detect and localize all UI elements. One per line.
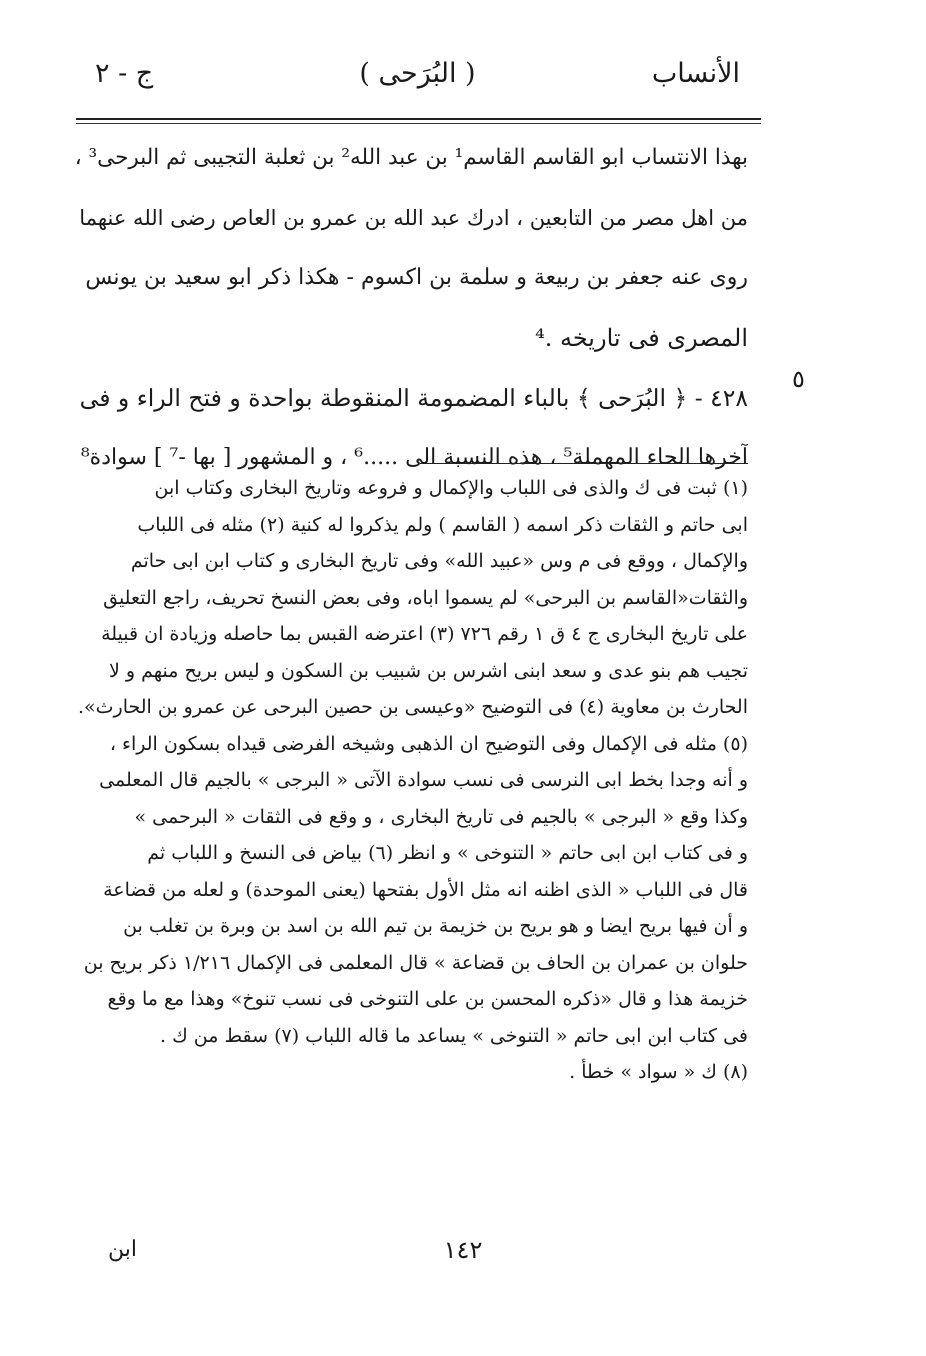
text-line: بهذا الانتساب ابو القاسم القاسم¹ بن عبد الله² بن ثعلبة التجيبى ثم البرحى³ ،	[74, 145, 748, 170]
footnote-separator	[420, 463, 748, 464]
footnote-line: ابى حاتم و الثقات ذكر اسمه ( القاسم ) ولم يذكروا له كنية (٢) مثله فى اللباب	[137, 513, 748, 536]
footnote-line: (٨) ك « سواد » خطأ .	[569, 1061, 748, 1083]
footnotes	[74, 470, 748, 1091]
entry-heading-line: ٤٢٨ - ﴿ البُرَحى ﴾ بالباء المضمومة المنقوطة بواحدة و فتح الراء و فى	[79, 384, 748, 412]
footnote-line: و أنه وجدا بخط ابى النرسى فى نسب سوادة الآتى « البرجى » بالجيم قال المعلمى	[99, 769, 748, 791]
text-line: من اهل مصر من التابعين ، ادرك عبد الله بن عمرو بن العاص رضى الله عنهما	[79, 206, 748, 230]
main-text	[74, 128, 748, 488]
footnote-line: و فى كتاب ابن ابى حاتم « التنوخى » و انظر (٦) بياض فى النسخ و اللباب ثم	[147, 842, 748, 864]
running-header	[95, 58, 740, 104]
footnote-line: والثقات«القاسم بن البرحى» لم يسموا اباه، وفى بعض النسخ تحريف، راجع التعليق	[103, 586, 748, 609]
footnote-line: الحارث بن معاوية (٤) فى التوضيح «وعيسى بن حصين البرحى عن عمرو بن الحارث».	[77, 696, 748, 718]
footnote-line: (١) ثبت فى ك والذى فى اللباب والإكمال و فروعه وتاريخ البخارى وكتاب ابن	[154, 477, 748, 499]
footnote-line: حلوان بن عمران بن الحاف بن قضاعة » قال المعلمى فى الإكمال ١/٢١٦ ذكر بريح بن	[83, 951, 748, 974]
header-rule-thin	[76, 123, 761, 124]
footnote-line: فى كتاب ابن ابى حاتم « التنوخى » يساعد ما قاله اللباب (٧) سقط من ك .	[160, 1024, 748, 1047]
footnote-line: قال فى اللباب « الذى اظنه انه مثل الأول بفتحها (يعنى الموحدة) و لعله من قضاعة	[103, 878, 748, 901]
footnote-line: وكذا وقع « البرجى » بالجيم فى تاريخ البخارى ، و وقع فى الثقات « البرحمى »	[134, 805, 748, 828]
margin-line-number: ٥	[792, 365, 805, 393]
footnote-line: تجيب هم بنو عدى و سعد ابنى اشرس بن شبيب بن السكون و ليس بريح منهم و لا	[109, 659, 748, 682]
header-title: الأنساب	[651, 58, 740, 89]
header-volume: ج - ٢	[95, 58, 154, 89]
text-line: روى عنه جعفر بن ربيعة و سلمة بن اكسوم - هكذا ذكر ابو سعيد بن يونس	[85, 265, 748, 290]
text-line: آخرها الحاء المهملة⁵ ، هذه النسبة الى .....⁶ ، و المشهور [ بها -⁷ ] سوادة⁸	[80, 445, 748, 470]
footnote-line: والإكمال ، ووقع فى م وس «عبيد الله» وفى تاريخ البخارى و كتاب ابن ابى حاتم	[130, 550, 748, 572]
footnote-line: و أن فيها بريح ايضا و هو بريح بن خزيمة بن تيم الله بن اسد بن وبرة بن تغلب بن	[123, 915, 748, 937]
footnote-line: على تاريخ البخارى ج ٤ ق ١ رقم ٧٢٦ (٣) اعترضه القبس بما حاصله وزيادة ان قبيلة	[101, 623, 748, 645]
text-line: المصرى فى تاريخه .⁴	[535, 324, 748, 352]
header-rule	[76, 118, 761, 120]
catchword: ابن	[108, 1237, 137, 1262]
page-number: ١٤٢	[443, 1236, 483, 1264]
footnote-line: (٥) مثله فى الإكمال وفى التوضيح ان الذهبى وشيخه الفرضى قيداه بسكون الراء ،	[109, 732, 748, 755]
header-center-title: ( البُرَحى )	[359, 58, 476, 89]
footnote-line: خزيمة هذا و قال «ذكره المحسن بن على التنوخى فى نسب تنوخ» وهذا مع ما وقع	[107, 988, 748, 1010]
